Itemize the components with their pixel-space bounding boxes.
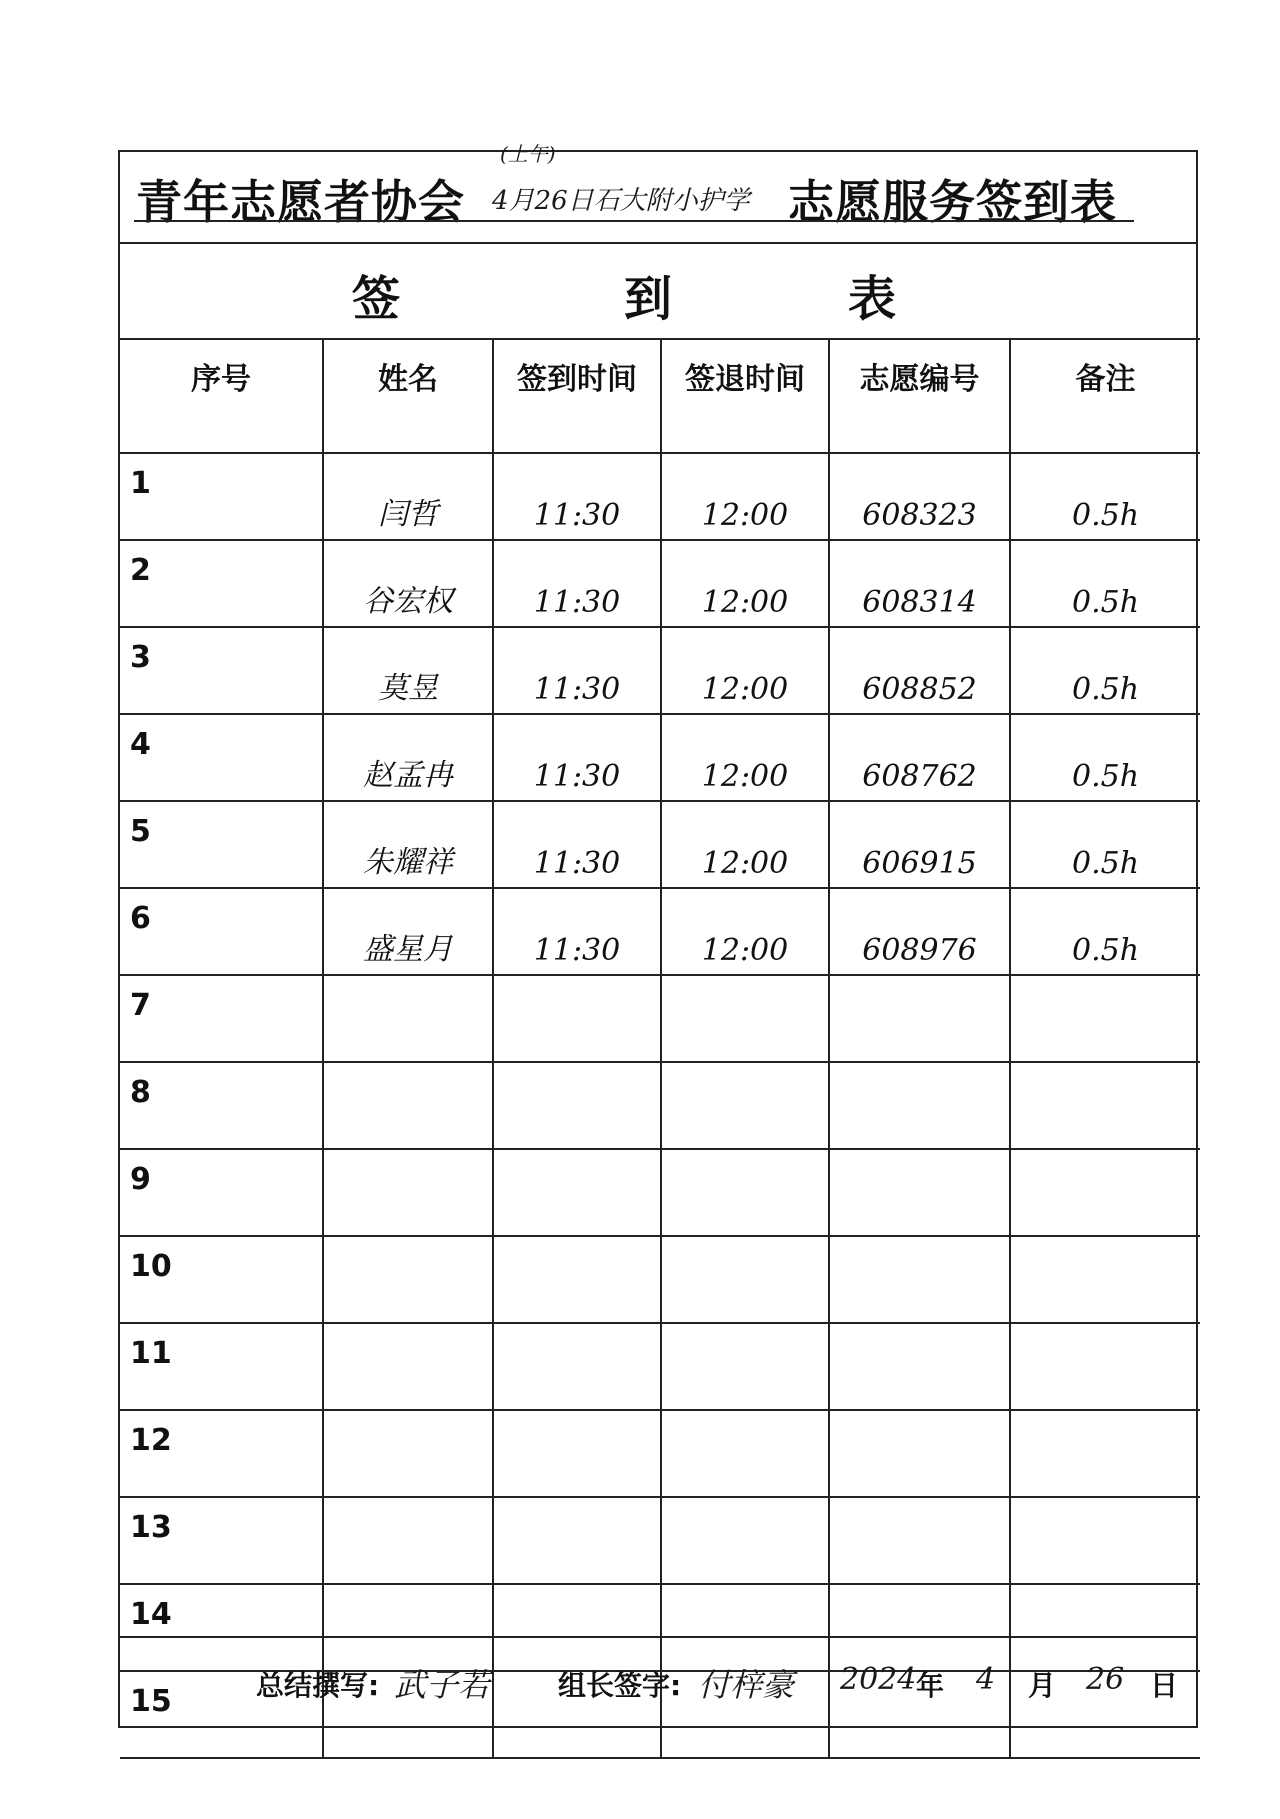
sign-in-time: 11:30 [493,714,661,801]
remark [1010,1497,1200,1584]
sign-in-time: 11:30 [493,453,661,540]
remark: 0.5h [1010,714,1200,801]
sign-out-time: 12:00 [661,714,829,801]
row-number: 13 [120,1497,323,1584]
remark: 0.5h [1010,453,1200,540]
sign-in-time [493,1236,661,1323]
title-row [120,142,1196,244]
sign-in-time [493,975,661,1062]
row-number: 14 [120,1584,323,1671]
table-row [120,1410,1200,1497]
title-form-name: 志愿服务签到表 [788,175,1117,229]
summary-writer-label: 总结撰写: [256,1669,380,1702]
date-month-label: 月 [1028,1669,1057,1702]
column-header: 姓名 [323,339,493,453]
subtitle-char: 签 [352,271,401,327]
volunteer-name: 谷宏权 [323,540,493,627]
remark: 0.5h [1010,801,1200,888]
table-row [120,627,1200,714]
volunteer-id: 608976 [829,888,1010,975]
table-header-row [120,339,1200,453]
column-header: 志愿编号 [829,339,1010,453]
sign-in-time: 11:30 [493,888,661,975]
row-number: 9 [120,1149,323,1236]
row-number: 6 [120,888,323,975]
sign-out-time [661,1410,829,1497]
row-number: 4 [120,714,323,801]
sign-out-time [661,1236,829,1323]
title-underline [134,220,1134,222]
volunteer-id: 608852 [829,627,1010,714]
table-row [120,1323,1200,1410]
column-header: 签到时间 [493,339,661,453]
row-number: 8 [120,1062,323,1149]
table-row [120,1236,1200,1323]
volunteer-name: 莫昱 [323,627,493,714]
row-number: 1 [120,453,323,540]
remark: 0.5h [1010,540,1200,627]
volunteer-name [323,1323,493,1410]
summary-writer-signature: 武子若 [394,1666,491,1704]
volunteer-id: 608323 [829,453,1010,540]
subtitle-row [120,242,1196,340]
sign-in-time: 11:30 [493,801,661,888]
row-number: 11 [120,1323,323,1410]
sign-in-table [120,338,1200,1759]
row-number: 15 [120,1671,323,1758]
sign-out-time [661,1149,829,1236]
date-month: 4 [976,1662,996,1697]
column-header: 备注 [1010,339,1200,453]
sign-out-time: 12:00 [661,627,829,714]
volunteer-id: 606915 [829,801,1010,888]
column-header: 序号 [120,339,323,453]
row-number: 10 [120,1236,323,1323]
remark: 0.5h [1010,627,1200,714]
table-row [120,453,1200,540]
remark [1010,1062,1200,1149]
table-row [120,540,1200,627]
date-day-label: 日 [1150,1669,1179,1702]
sign-out-time: 12:00 [661,801,829,888]
remark [1010,1323,1200,1410]
table-row [120,888,1200,975]
volunteer-name: 闫哲 [323,453,493,540]
volunteer-id [829,1236,1010,1323]
volunteer-id [829,1497,1010,1584]
table-row [120,1062,1200,1149]
sign-out-time: 12:00 [661,453,829,540]
column-header: 签退时间 [661,339,829,453]
title-event-handwritten: 4月26日石大附小护学 [492,186,750,216]
remark: 0.5h [1010,888,1200,975]
volunteer-name: 朱耀祥 [323,801,493,888]
leader-signature: 付梓豪 [698,1666,795,1704]
date-day: 26 [1086,1662,1125,1697]
row-number: 5 [120,801,323,888]
volunteer-id [829,1410,1010,1497]
title-organization: 青年志愿者协会 [136,175,465,229]
row-number: 7 [120,975,323,1062]
sign-out-time [661,1323,829,1410]
leader-signature-label: 组长签字: [558,1669,682,1702]
date-year: 2024 [840,1662,917,1697]
sign-in-time [493,1410,661,1497]
table-row [120,1149,1200,1236]
sign-out-time [661,975,829,1062]
row-number: 12 [120,1410,323,1497]
remark [1010,975,1200,1062]
row-number: 3 [120,627,323,714]
sign-out-time: 12:00 [661,540,829,627]
remark [1010,1149,1200,1236]
row-number: 2 [120,540,323,627]
sign-out-time [661,1497,829,1584]
sign-in-sheet [118,142,1198,1728]
table-row [120,801,1200,888]
volunteer-id: 608762 [829,714,1010,801]
volunteer-name [323,975,493,1062]
subtitle-char: 到 [624,271,673,327]
volunteer-id: 608314 [829,540,1010,627]
table-row [120,714,1200,801]
volunteer-name: 盛星月 [323,888,493,975]
sign-in-time [493,1149,661,1236]
sign-in-time [493,1497,661,1584]
sign-in-time: 11:30 [493,627,661,714]
subtitle-char: 表 [848,271,897,327]
footer-row [120,1636,1196,1726]
sign-out-time: 12:00 [661,888,829,975]
sign-in-time [493,1062,661,1149]
volunteer-id [829,1149,1010,1236]
volunteer-name [323,1410,493,1497]
volunteer-name: 赵孟冉 [323,714,493,801]
volunteer-name [323,1236,493,1323]
table-row [120,975,1200,1062]
sign-in-time: 11:30 [493,540,661,627]
table-row [120,1497,1200,1584]
date-year-label: 年 [916,1669,945,1702]
volunteer-id [829,975,1010,1062]
sign-out-time [661,1062,829,1149]
volunteer-id [829,1323,1010,1410]
remark [1010,1410,1200,1497]
volunteer-name [323,1497,493,1584]
remark [1010,1236,1200,1323]
title-note-handwritten: (上午) [500,142,556,166]
volunteer-id [829,1062,1010,1149]
volunteer-name [323,1062,493,1149]
sign-in-time [493,1323,661,1410]
volunteer-name [323,1149,493,1236]
